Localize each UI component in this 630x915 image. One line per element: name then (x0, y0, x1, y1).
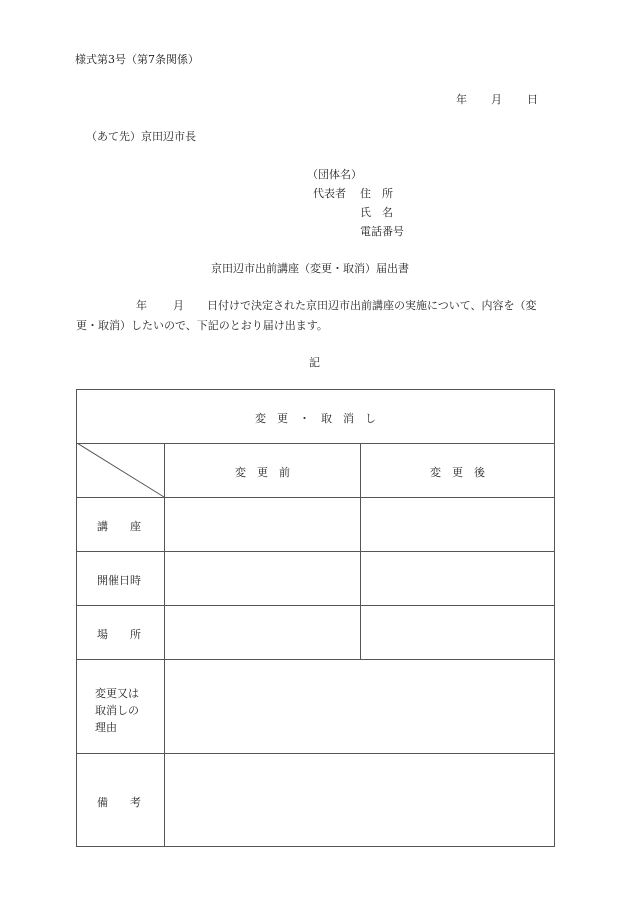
course-before-cell[interactable] (165, 498, 360, 551)
date-year-label: 年 (456, 93, 467, 106)
table-header: 変 更 ・ 取 消 し (255, 412, 376, 425)
body-line2: 更・取消）したいので、下記のとおり届け出ます。 (76, 319, 328, 332)
col-after-header: 変 更 後 (430, 466, 485, 479)
row-label-course: 講 座 (97, 520, 141, 533)
representative-label: 代表者 (313, 187, 346, 200)
change-cancel-table (76, 389, 555, 847)
col-before-header: 変 更 前 (235, 466, 290, 479)
date-month-label: 月 (491, 93, 502, 106)
row-label-reason (95, 685, 139, 736)
phone-label: 電話番号 (360, 225, 404, 238)
place-after-cell[interactable] (361, 606, 554, 659)
reason-line-3: 理由 (95, 721, 117, 734)
group-name-label: （団体名） (307, 168, 362, 181)
course-after-cell[interactable] (361, 498, 554, 551)
place-before-cell[interactable] (165, 606, 360, 659)
reason-line-1: 変更又は (95, 687, 139, 700)
datetime-after-cell[interactable] (361, 552, 554, 605)
ki-label: 記 (309, 356, 320, 369)
name-label: 氏 名 (360, 206, 393, 219)
datetime-before-cell[interactable] (165, 552, 360, 605)
date-day-label: 日 (527, 93, 538, 106)
body-year: 年 (136, 299, 147, 312)
row-label-datetime: 開催日時 (97, 574, 141, 587)
document-title: 京田辺市出前講座（変更・取消）届出書 (211, 262, 409, 275)
remarks-cell[interactable] (165, 754, 554, 846)
address-label: 住 所 (360, 187, 393, 200)
reason-cell[interactable] (165, 660, 554, 753)
reason-line-2: 取消しの (95, 704, 139, 717)
body-month: 月 (173, 299, 184, 312)
row-label-place: 場 所 (97, 628, 141, 641)
addressee: （あて先）京田辺市長 (86, 130, 196, 143)
form-number: 様式第3号（第7条関係） (75, 53, 199, 66)
body-line1: 日付けで決定された京田辺市出前講座の実施について、内容を（変 (207, 299, 537, 312)
row-label-remarks: 備 考 (97, 796, 141, 809)
diagonal-line (77, 443, 165, 498)
